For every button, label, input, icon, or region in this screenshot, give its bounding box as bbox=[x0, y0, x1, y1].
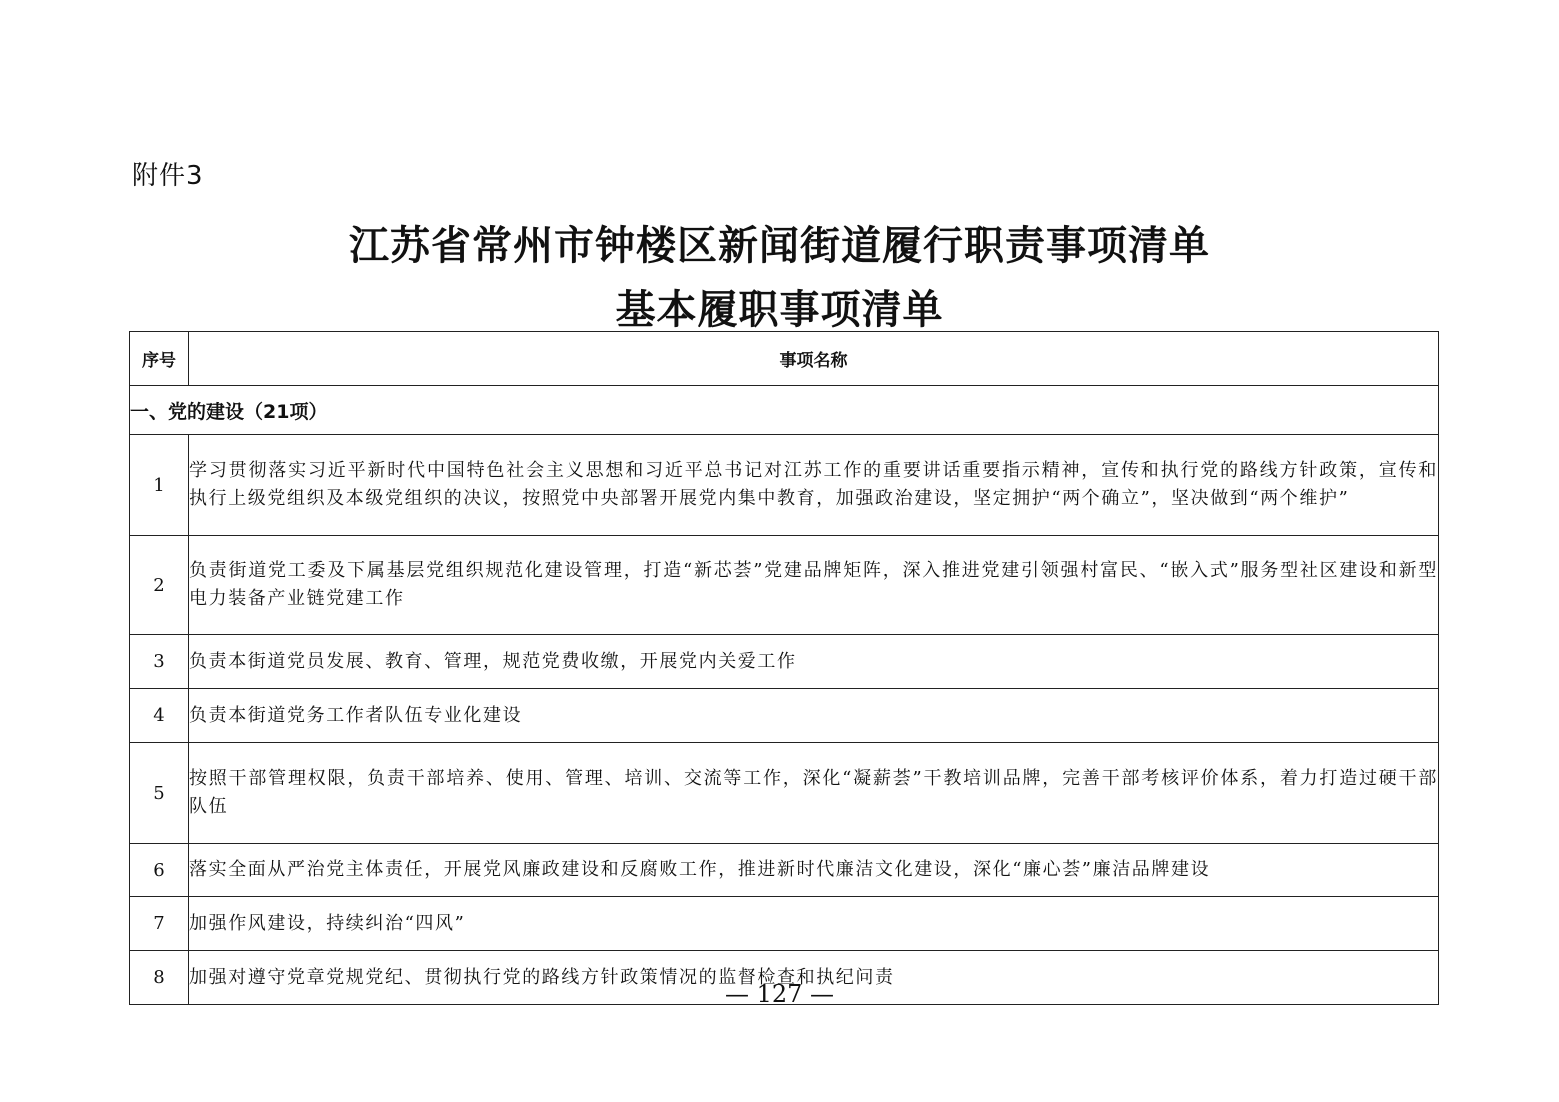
table-row bbox=[130, 743, 1439, 844]
row-number: 3 bbox=[130, 635, 189, 689]
section-title: 一、党的建设（21项） bbox=[130, 386, 1439, 435]
row-item-name: 学习贯彻落实习近平新时代中国特色社会主义思想和习近平总书记对江苏工作的重要讲话重要指示精神，宣传和执行党的路线方针政策，宣传和执行上级党组织及本级党组织的决议，按照党中央部署开展党内集中教育，加强政治建设，坚定拥护“两个确立”，坚决做到“两个维护” bbox=[189, 435, 1439, 536]
row-number: 1 bbox=[130, 435, 189, 536]
row-number: 5 bbox=[130, 743, 189, 844]
row-number: 6 bbox=[130, 844, 189, 897]
table-row bbox=[130, 844, 1439, 897]
row-item-name: 落实全面从严治党主体责任，开展党风廉政建设和反腐败工作，推进新时代廉洁文化建设，深化“廉心荟”廉洁品牌建设 bbox=[189, 844, 1439, 897]
row-item-name: 加强对遵守党章党规党纪、贯彻执行党的路线方针政策情况的监督检查和执纪问责 bbox=[189, 951, 1439, 1005]
attachment-label: 附件3 bbox=[132, 161, 204, 191]
table-row bbox=[130, 897, 1439, 951]
row-item-name: 负责本街道党务工作者队伍专业化建设 bbox=[189, 689, 1439, 743]
row-item-name: 按照干部管理权限，负责干部培养、使用、管理、培训、交流等工作，深化“凝薪荟”干教培训品牌，完善干部考核评价体系，着力打造过硬干部队伍 bbox=[189, 743, 1439, 844]
table-row bbox=[130, 635, 1439, 689]
row-number: 7 bbox=[130, 897, 189, 951]
page-number: — 127 — bbox=[724, 980, 835, 1008]
document-subtitle: 基本履职事项清单 bbox=[615, 287, 944, 333]
table-row bbox=[130, 536, 1439, 635]
section-row bbox=[130, 386, 1439, 435]
row-item-name: 负责本街道党员发展、教育、管理，规范党费收缴，开展党内关爱工作 bbox=[189, 635, 1439, 689]
table-header-row bbox=[130, 332, 1439, 386]
document-title: 江苏省常州市钟楼区新闻街道履行职责事项清单 bbox=[349, 223, 1210, 269]
table-row bbox=[130, 435, 1439, 536]
row-item-name: 负责街道党工委及下属基层党组织规范化建设管理，打造“新芯荟”党建品牌矩阵，深入推进党建引领强村富民、“嵌入式”服务型社区建设和新型电力装备产业链党建工作 bbox=[189, 536, 1439, 635]
header-serial-number: 序号 bbox=[130, 332, 189, 386]
row-number: 8 bbox=[130, 951, 189, 1005]
row-number: 2 bbox=[130, 536, 189, 635]
table-row bbox=[130, 689, 1439, 743]
header-item-name: 事项名称 bbox=[189, 332, 1439, 386]
duty-items-table bbox=[129, 331, 1439, 1005]
row-item-name: 加强作风建设，持续纠治“四风” bbox=[189, 897, 1439, 951]
row-number: 4 bbox=[130, 689, 189, 743]
